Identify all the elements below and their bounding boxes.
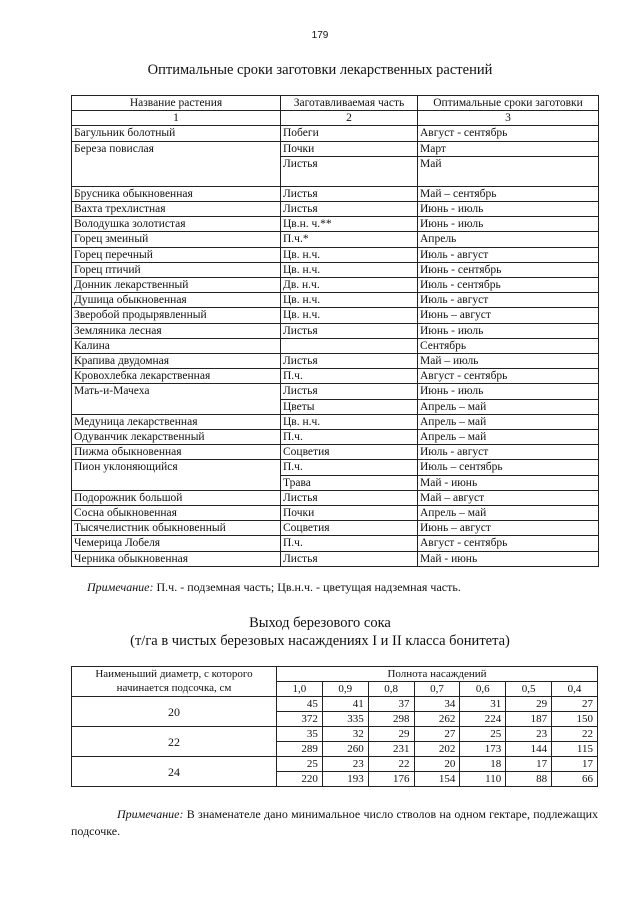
sap-yield-cell: 23 [322,757,368,772]
harvest-term-cell: Июнь - июль [418,323,599,338]
harvest-term-cell: Июнь - июль [418,202,599,217]
table1-note [87,580,461,595]
sap-yield-cell: 17 [506,757,552,772]
trunk-count-cell: 150 [552,712,598,727]
table-row [72,202,599,217]
density-value: 0,5 [506,682,552,697]
table-row [72,460,599,475]
table-row [72,354,599,369]
plant-name-cell: Сосна обыкновенная [72,506,281,521]
plant-name-cell: Горец птичий [72,262,281,277]
table-row [72,506,599,521]
table-row [72,247,599,262]
plant-name-cell: Брусника обыкновенная [72,186,281,201]
table-row [72,521,599,536]
sap-yield-cell: 35 [277,727,323,742]
table-row [72,536,599,551]
plant-name-cell: Мать-и-Мачеха [72,384,281,414]
sap-yield-cell: 23 [506,727,552,742]
harvest-term-cell: Июль - август [418,445,599,460]
plant-part-cell: П.ч. [281,430,418,445]
birch-sap-table [71,666,598,787]
table-row [72,126,599,141]
harvest-term-cell: Июль - август [418,293,599,308]
harvest-term-cell: Апрель – май [418,414,599,429]
table-row [72,445,599,460]
sap-yield-cell: 45 [277,697,323,712]
trunk-count-cell: 372 [277,712,323,727]
plant-part-cell: Соцветия [281,521,418,536]
table-row [72,414,599,429]
note-label: Примечание: [87,580,154,594]
density-value: 0,4 [552,682,598,697]
trunk-count-cell: 66 [552,772,598,787]
table-row [72,551,599,566]
trunk-count-cell: 154 [414,772,460,787]
trunk-count-cell: 202 [414,742,460,757]
harvest-term-cell: Апрель – май [418,506,599,521]
density-value: 0,6 [460,682,506,697]
harvest-term-cell: Март [418,141,599,156]
note-text: П.ч. - подземная часть; Цв.н.ч. - цветущая надземная часть. [153,580,461,594]
column-number: 2 [281,111,418,126]
harvest-term-cell: Август - сентябрь [418,126,599,141]
sap-yield-cell: 22 [368,757,414,772]
plant-part-cell: Дв. н.ч. [281,278,418,293]
plant-part-cell: Листья [281,354,418,369]
plant-part-cell: Листья [281,323,418,338]
plant-part-cell: П.ч. [281,369,418,384]
table-row [72,697,598,712]
plant-part-cell: Цв. н.ч. [281,293,418,308]
trunk-count-cell: 115 [552,742,598,757]
plant-part-cell: Листья [281,490,418,505]
harvest-term-cell: Июнь – август [418,308,599,323]
table-row [72,141,599,156]
harvest-term-cell: Август - сентябрь [418,369,599,384]
table-row [72,232,599,247]
table-row [72,757,598,772]
harvest-term-cell: Май [418,156,599,186]
harvest-term-cell: Июнь – август [418,521,599,536]
table-row [72,217,599,232]
plant-name-cell: Подорожник большой [72,490,281,505]
plant-part-cell: Почки [281,141,418,156]
table-header-row [72,667,598,682]
harvest-term-cell: Апрель – май [418,430,599,445]
plant-name-cell: Черника обыкновенная [72,551,281,566]
sap-yield-cell: 27 [552,697,598,712]
plant-part-cell: Цв. н.ч. [281,247,418,262]
trunk-count-cell: 110 [460,772,506,787]
harvest-term-cell: Июнь - сентябрь [418,262,599,277]
diameter-header: Наименьший диаметр, с которого начинается подсочка, см [72,667,277,697]
harvest-term-cell: Июнь - июль [418,384,599,399]
table-row [72,262,599,277]
density-value: 0,7 [414,682,460,697]
plant-name-cell: Багульник болотный [72,126,281,141]
note-label: Примечание: [117,807,184,821]
harvest-term-cell: Апрель – май [418,399,599,414]
plant-part-cell: Почки [281,506,418,521]
table-row [72,308,599,323]
plant-name-cell: Горец змеиный [72,232,281,247]
plant-name-cell: Горец перечный [72,247,281,262]
harvest-term-cell: Июль – сентябрь [418,460,599,475]
plant-part-cell: Трава [281,475,418,490]
column-number-row [72,111,599,126]
sap-yield-cell: 18 [460,757,506,772]
plant-part-cell: Цв. н.ч. [281,262,418,277]
trunk-count-cell: 193 [322,772,368,787]
trunk-count-cell: 187 [506,712,552,727]
plant-part-cell: Цв.н. ч.** [281,217,418,232]
plant-name-cell: Одуванчик лекарственный [72,430,281,445]
sap-yield-cell: 32 [322,727,368,742]
plant-name-cell: Земляника лесная [72,323,281,338]
note-text: В знаменателе дано минимальное число стволов на одном гектаре, подлежащих подсочке. [71,807,598,838]
diameter-cell: 20 [72,697,277,727]
harvest-term-cell: Июль - август [418,247,599,262]
plant-name-cell: Душица обыкновенная [72,293,281,308]
plant-name-cell: Володушка золотистая [72,217,281,232]
sap-yield-cell: 29 [506,697,552,712]
harvest-term-cell: Май – август [418,490,599,505]
plant-part-cell: Цв. н.ч. [281,308,418,323]
harvest-term-cell: Май - июнь [418,475,599,490]
table2-title [0,614,640,650]
trunk-count-cell: 262 [414,712,460,727]
plant-part-cell: П.ч.* [281,232,418,247]
harvest-term-cell: Август - сентябрь [418,536,599,551]
trunk-count-cell: 176 [368,772,414,787]
harvest-term-cell: Май – июль [418,354,599,369]
plant-name-cell: Кровохлебка лекарственная [72,369,281,384]
column-header: Оптимальные сроки заготовки [418,96,599,111]
harvest-term-cell: Апрель [418,232,599,247]
sap-yield-cell: 37 [368,697,414,712]
plant-name-cell: Тысячелистник обыкновенный [72,521,281,536]
sap-yield-cell: 31 [460,697,506,712]
plant-name-cell: Медуница лекарственная [72,414,281,429]
sap-yield-cell: 41 [322,697,368,712]
plant-part-cell: Побеги [281,126,418,141]
plant-name-cell: Чемерица Лобеля [72,536,281,551]
diameter-cell: 24 [72,757,277,787]
harvest-term-cell: Сентябрь [418,338,599,353]
plant-part-cell [281,338,418,353]
table2-title-line2: (т/га в чистых березовых насаждениях I и II класса бонитета) [130,633,510,649]
trunk-count-cell: 298 [368,712,414,727]
harvest-term-cell: Май – сентябрь [418,186,599,201]
table-row [72,369,599,384]
harvest-term-cell: Май - июнь [418,551,599,566]
table2-title-line1: Выход березового сока [249,615,391,631]
plant-part-cell: Листья [281,551,418,566]
plant-part-cell: Листья [281,384,418,399]
table1-title: Оптимальные сроки заготовки лекарственных растений [147,62,493,78]
table-row [72,278,599,293]
plant-part-cell: Цв. н.ч. [281,414,418,429]
column-header: Заготавливаемая часть [281,96,418,111]
plant-name-cell: Береза повислая [72,141,281,186]
trunk-count-cell: 144 [506,742,552,757]
trunk-count-cell: 173 [460,742,506,757]
plant-name-cell: Зверобой продырявленный [72,308,281,323]
plant-part-cell: Листья [281,156,418,186]
table-row [72,186,599,201]
trunk-count-cell: 220 [277,772,323,787]
trunk-count-cell: 289 [277,742,323,757]
table-row [72,727,598,742]
plant-part-cell: Соцветия [281,445,418,460]
plant-part-cell: П.ч. [281,536,418,551]
table-row [72,323,599,338]
density-value: 1,0 [277,682,323,697]
plants-table [71,95,599,567]
table-row [72,338,599,353]
sap-yield-cell: 25 [460,727,506,742]
trunk-count-cell: 231 [368,742,414,757]
plant-name-cell: Вахта трехлистная [72,202,281,217]
column-number: 1 [72,111,281,126]
table-row [72,293,599,308]
sap-yield-cell: 22 [552,727,598,742]
trunk-count-cell: 88 [506,772,552,787]
plant-name-cell: Крапива двудомная [72,354,281,369]
diameter-cell: 22 [72,727,277,757]
sap-yield-cell: 17 [552,757,598,772]
plant-part-cell: Листья [281,202,418,217]
plant-name-cell: Калина [72,338,281,353]
plant-name-cell: Пион уклоняющийся [72,460,281,490]
harvest-term-cell: Июль - сентябрь [418,278,599,293]
plant-name-cell: Донник лекарственный [72,278,281,293]
sap-yield-cell: 25 [277,757,323,772]
trunk-count-cell: 260 [322,742,368,757]
sap-yield-cell: 27 [414,727,460,742]
plant-name-cell: Пижма обыкновенная [72,445,281,460]
sap-yield-cell: 34 [414,697,460,712]
page-number: 179 [311,30,329,41]
plant-part-cell: Листья [281,186,418,201]
column-header: Название растения [72,96,281,111]
plant-part-cell: П.ч. [281,460,418,475]
density-value: 0,9 [322,682,368,697]
table-row [72,490,599,505]
table2-note [71,806,598,840]
sap-yield-cell: 29 [368,727,414,742]
sap-yield-cell: 20 [414,757,460,772]
column-number: 3 [418,111,599,126]
trunk-count-cell: 224 [460,712,506,727]
density-header: Полнота насаждений [277,667,598,682]
table-row [72,384,599,399]
table-row [72,430,599,445]
density-value: 0,8 [368,682,414,697]
table-header-row [72,96,599,111]
plant-part-cell: Цветы [281,399,418,414]
harvest-term-cell: Июнь - июль [418,217,599,232]
trunk-count-cell: 335 [322,712,368,727]
